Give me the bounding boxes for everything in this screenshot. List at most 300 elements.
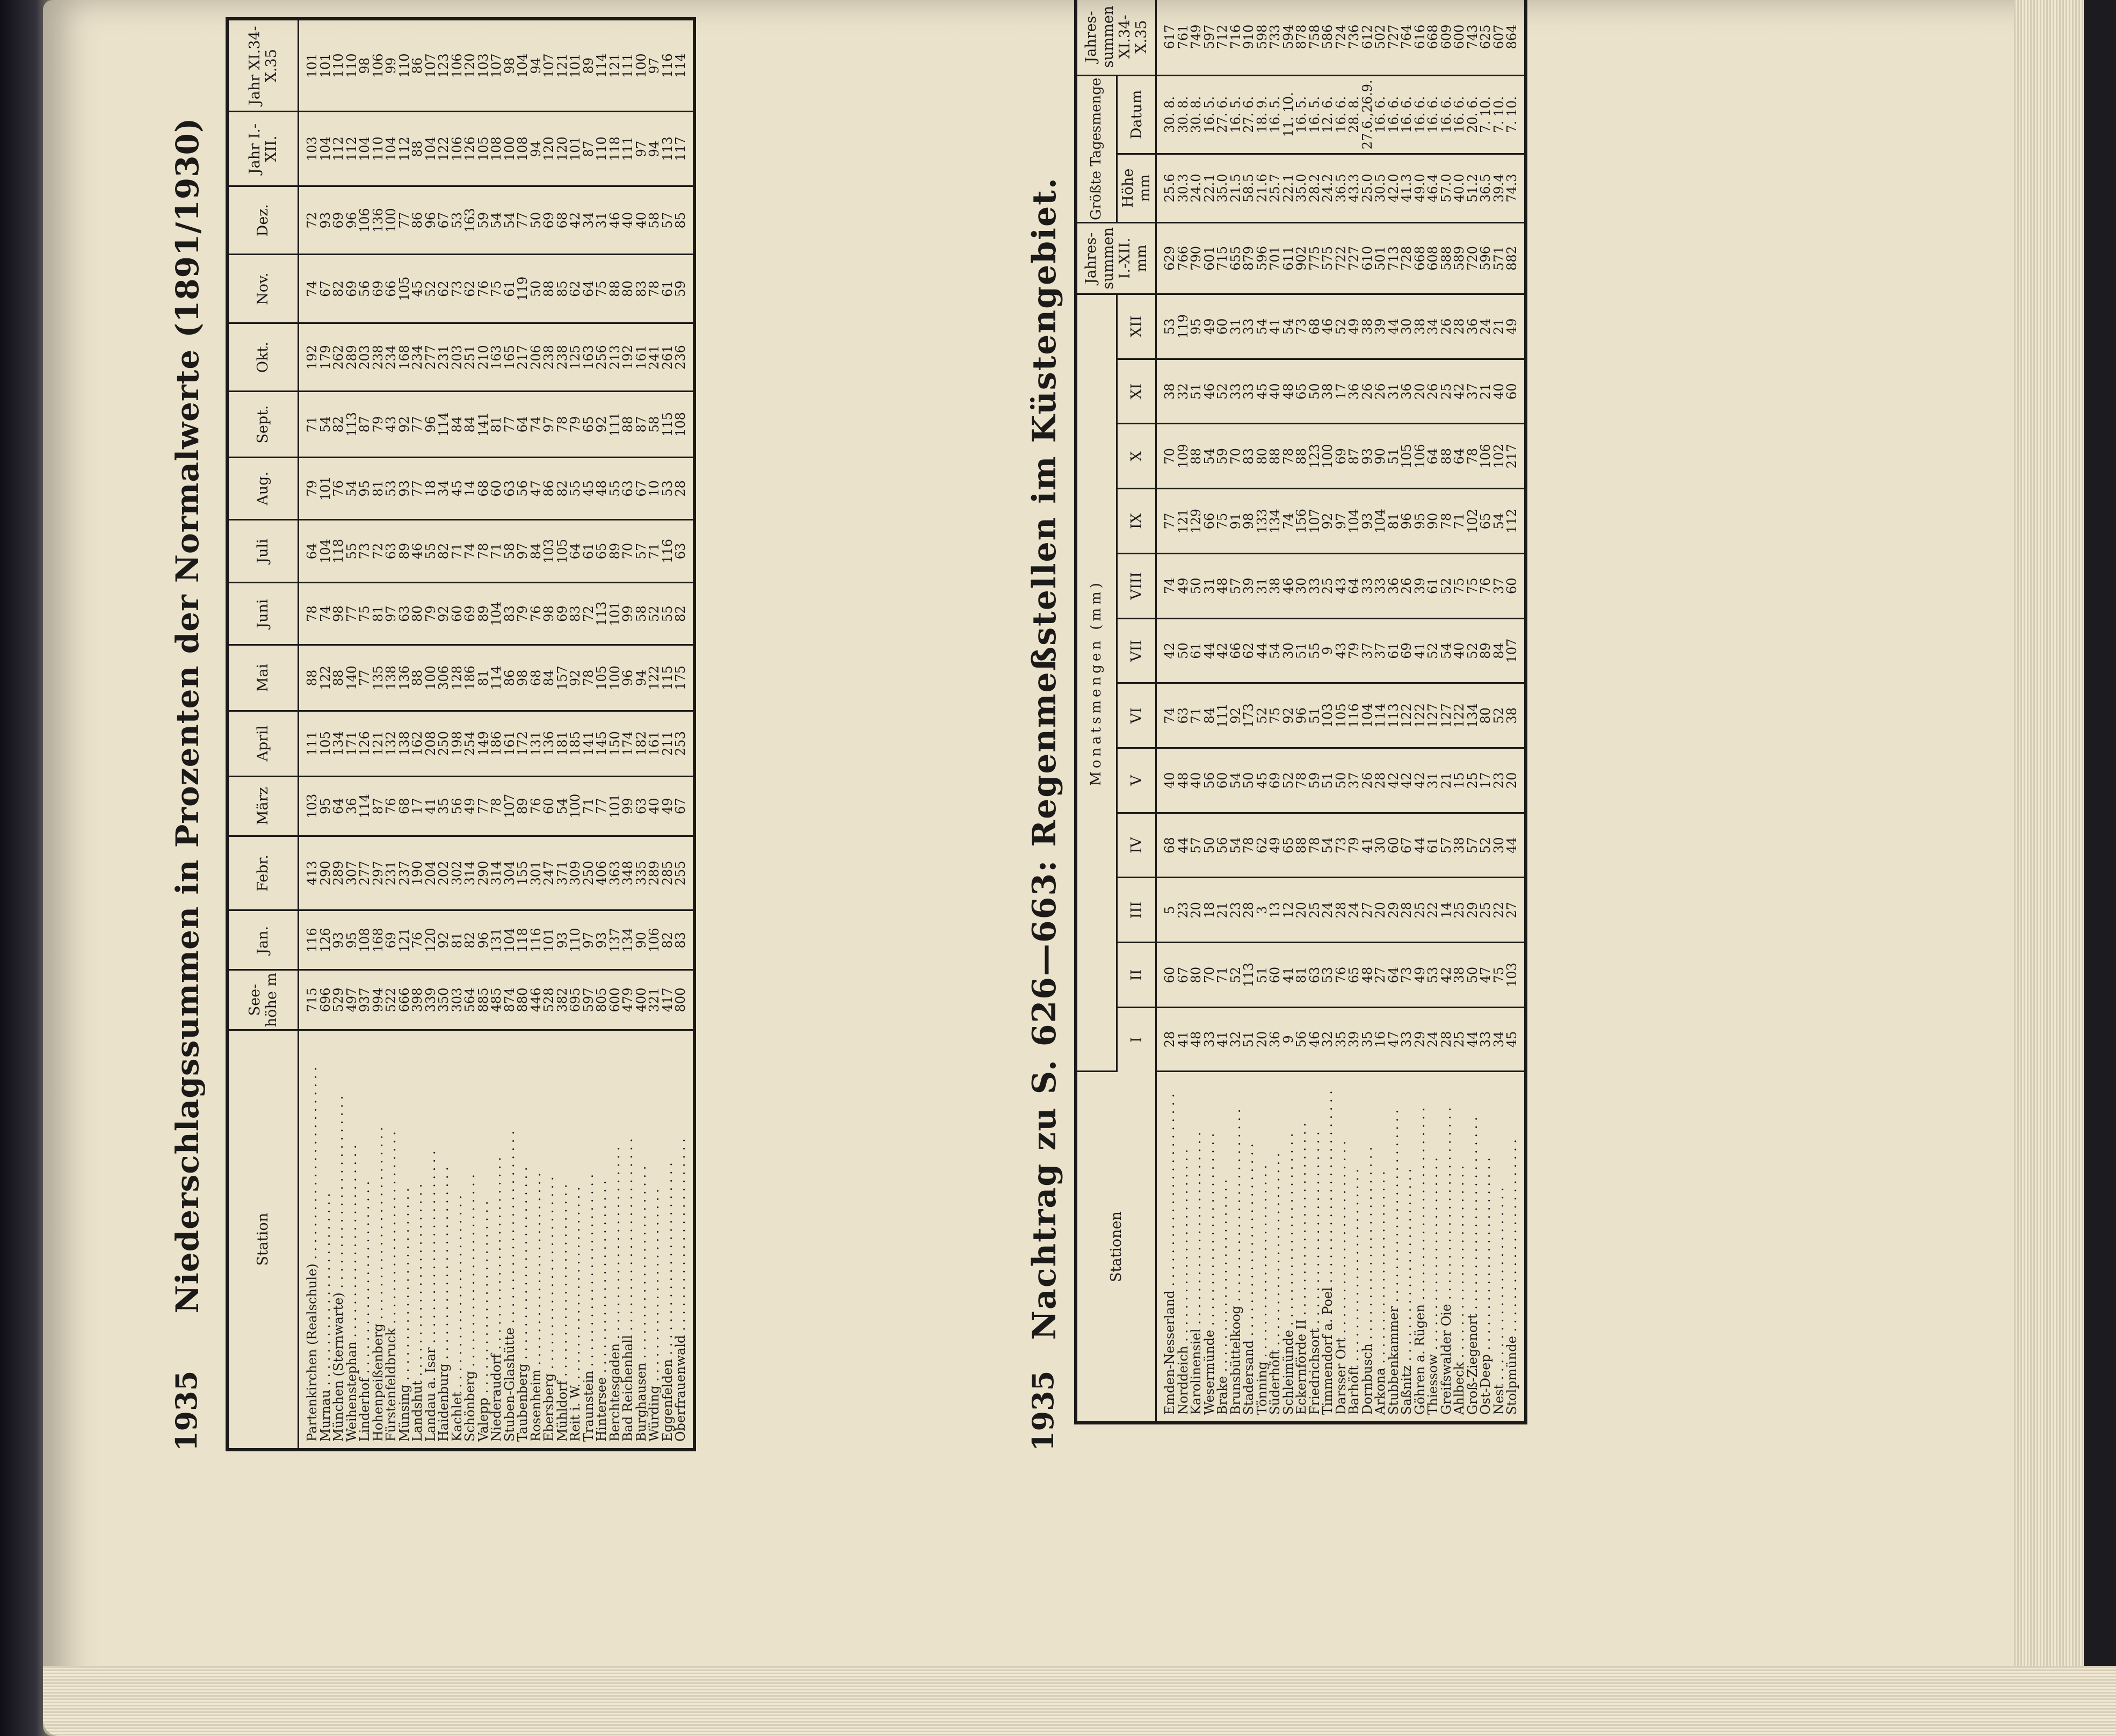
table2-header-4: IV (1117, 813, 1156, 878)
table-cell: 51 (1254, 966, 1270, 983)
table-cell: 157 (554, 666, 570, 690)
table-cell: 102 (1491, 444, 1506, 469)
table-cell: 12 (1280, 902, 1296, 918)
table-cell: 55 (568, 480, 583, 497)
table-cell: 104 (489, 601, 504, 626)
table-cell: 104 (502, 928, 517, 953)
table-cell: 60 (1504, 383, 1520, 400)
table-cell: 24 (1320, 902, 1336, 918)
table-cell: 134 (620, 928, 635, 953)
table-cell: 104 (357, 136, 372, 162)
station-name: Arkona . . . (1374, 1074, 1387, 1415)
table-cell: 120 (541, 136, 556, 162)
table2-header-9: IX (1117, 489, 1156, 554)
table-cell: 24 (1478, 318, 1494, 335)
table-cell: 629 (1162, 245, 1178, 271)
table2-header-14: Höhe mm (1117, 154, 1156, 222)
table-cell: 93 (594, 932, 609, 949)
table-cell: 65 (1478, 512, 1494, 530)
table-cell: 47 (528, 480, 544, 497)
table-cell: 100 (633, 53, 649, 78)
table-cell: 206 (528, 345, 544, 370)
table-cell: 136 (541, 731, 556, 756)
table-cell: 47 (1386, 1031, 1401, 1048)
table-cell: 22.1 (1201, 173, 1217, 202)
table-cell: 9 (1280, 1035, 1296, 1044)
table-cell: 105 (396, 276, 412, 301)
table2-header-2: II (1117, 943, 1156, 1008)
table-cell: 234 (410, 345, 425, 370)
table-cell: 172 (515, 731, 530, 756)
table-cell: 69 (370, 280, 386, 297)
table-cell: 83 (568, 605, 583, 622)
table-cell: 398 (410, 987, 425, 1012)
table-cell: 101 (317, 476, 333, 501)
table-cell: 136 (370, 208, 386, 233)
table-cell: 121 (370, 731, 386, 756)
table-cell: 65 (1346, 966, 1362, 983)
table1-column-2 (299, 910, 694, 970)
table-cell: 69 (554, 605, 570, 622)
table-cell: 82 (673, 605, 688, 622)
table-cell: 30 (1294, 577, 1309, 595)
table-cell: 26 (1438, 318, 1454, 335)
table-cell: 17 (1333, 383, 1349, 400)
table-cell: 116 (305, 928, 320, 953)
table-cell: 571 (1491, 245, 1506, 271)
table1-column-4 (299, 776, 694, 836)
table-cell: 106 (357, 208, 372, 233)
table-cell: 131 (528, 731, 544, 756)
table-cell: 63 (502, 480, 517, 497)
table-cell: 16. 6. (1333, 96, 1349, 133)
table-cell: 84 (1201, 707, 1217, 724)
table-cell: 46.4 (1425, 173, 1441, 202)
table2-column-15 (1156, 75, 1526, 154)
table-cell: 575 (1320, 245, 1336, 271)
table-cell: 217 (515, 345, 530, 370)
table-cell: 100 (1320, 444, 1336, 469)
table-cell: 598 (1254, 24, 1270, 49)
table-cell: 21.5 (1228, 173, 1243, 202)
table-cell: 78 (305, 605, 320, 622)
table-cell: 93 (331, 932, 346, 949)
table2-header-stations: Stationen (1076, 1072, 1156, 1423)
table-cell: 69 (344, 280, 359, 297)
table-cell: 20 (1412, 383, 1427, 400)
table-cell: 39 (1373, 318, 1388, 335)
table2-column-7 (1156, 618, 1526, 683)
table-cell: 597 (581, 987, 596, 1012)
table2-header-10: X (1117, 424, 1156, 489)
table-cell: 65 (1294, 383, 1309, 400)
table-cell: 79 (1346, 837, 1362, 853)
table-cell: 608 (1425, 245, 1441, 271)
table1-header-11: Okt. (227, 323, 299, 392)
table-cell: 26 (1359, 772, 1375, 789)
table-cell: 82 (331, 280, 346, 297)
table-cell: 161 (633, 345, 649, 370)
table-cell: 185 (568, 731, 583, 756)
table-cell: 88 (1189, 448, 1204, 465)
table-cell: 59 (1215, 448, 1230, 465)
table-cell: 52 (1254, 707, 1270, 724)
table-cell: 37 (1346, 772, 1362, 789)
station-name: Niederaudorf . . . (490, 1032, 503, 1442)
table-cell: 60 (489, 480, 504, 497)
table-cell: 106 (449, 136, 465, 162)
table-cell: 50 (1175, 642, 1191, 659)
table-cell: 97 (633, 140, 649, 157)
table-cell: 208 (423, 731, 438, 756)
table-cell: 84 (462, 416, 477, 433)
station-name: Brunsbüttelkoog . . . (1229, 1074, 1243, 1415)
table-cell: 94 (647, 140, 662, 157)
table-cell: 192 (305, 345, 320, 370)
table1-column-12 (299, 255, 694, 323)
table-cell: 49 (1175, 577, 1191, 595)
table-cell: 18 (1201, 902, 1217, 918)
table-cell: 121 (607, 53, 622, 78)
station-name: Barhöft . . . (1347, 1074, 1361, 1415)
table-cell: 26 (1359, 383, 1375, 400)
table-cell: 120 (423, 928, 438, 953)
table-cell: 61 (1189, 642, 1204, 659)
table-cell: 74 (305, 280, 320, 297)
table-cell: 136 (396, 666, 412, 690)
table-cell: 406 (594, 860, 609, 886)
table-cell: 20 (1254, 1031, 1270, 1048)
table-cell: 141 (581, 731, 596, 756)
table-cell: 61 (502, 280, 517, 297)
table-cell: 62 (436, 280, 451, 297)
table-cell: 95 (317, 798, 333, 814)
table-cell: 68 (1307, 318, 1322, 335)
table-cell: 44 (1175, 837, 1191, 853)
table-cell: 21.6 (1254, 173, 1270, 202)
table-cell: 73 (449, 280, 465, 297)
coastal-rain-table (1074, 0, 1527, 1424)
table-cell: 83 (673, 932, 688, 949)
table-cell: 38 (1267, 577, 1283, 595)
table-cell: 81 (489, 416, 504, 433)
table-cell: 301 (528, 860, 544, 886)
table-cell: 23 (1228, 902, 1243, 918)
table-cell: 666 (396, 987, 412, 1012)
table-cell: 96 (620, 669, 635, 686)
station-name: Greifswalder Oie . . . (1440, 1074, 1453, 1415)
table-cell: 874 (502, 987, 517, 1012)
table2-column-4 (1156, 813, 1526, 878)
table-cell: 36.5 (1478, 173, 1494, 202)
table-cell: 22 (1425, 902, 1441, 918)
table-cell: 37 (1465, 383, 1480, 400)
station-name: Stubbenkammer . . . (1387, 1074, 1401, 1415)
table-cell: 46 (1320, 318, 1336, 335)
table-cell: 53 (1425, 966, 1441, 983)
table-cell: 16. 5. (1228, 96, 1243, 133)
station-name: Oberfrauenwald . . . (674, 1032, 687, 1442)
table-cell: 65 (581, 416, 596, 433)
table-cell: 371 (554, 860, 570, 886)
table-cell: 36 (1399, 383, 1415, 400)
table-cell: 120 (462, 53, 477, 78)
table-cell: 51 (1294, 642, 1309, 659)
station-name: Ahlbeck . . . (1453, 1074, 1466, 1415)
table-cell: 16. 6. (1399, 96, 1415, 133)
table-cell: 173 (1241, 703, 1257, 728)
table-cell: 28.2 (1307, 173, 1322, 202)
table-cell: 78 (1294, 772, 1309, 789)
table2-column-6 (1156, 683, 1526, 748)
table-cell: 39 (1241, 577, 1257, 595)
station-name: Burghausen . . . (635, 1032, 648, 1442)
table-cell: 98 (1241, 512, 1257, 530)
table-cell: 59 (1307, 772, 1322, 789)
table-cell: 97 (581, 932, 596, 949)
table-cell: 75 (1465, 577, 1480, 595)
table-cell: 42 (1452, 383, 1467, 400)
table-cell: 141 (475, 412, 491, 437)
table-cell: 88 (331, 669, 346, 686)
table-cell: 100 (607, 666, 622, 690)
table-cell: 46 (1307, 1031, 1322, 1048)
table-cell: 122 (1399, 703, 1415, 728)
table-cell: 20 (1373, 902, 1388, 918)
table-cell: 79 (515, 605, 530, 622)
table-cell: 594 (1280, 24, 1296, 49)
table-cell: 413 (305, 860, 320, 886)
table-cell: 115 (660, 666, 675, 690)
table-cell: 715 (305, 987, 320, 1012)
table-cell: 60 (1386, 837, 1401, 853)
table-cell: 106 (1478, 444, 1494, 469)
table-cell: 69 (383, 932, 398, 949)
table-cell: 479 (620, 987, 635, 1012)
table-cell: 33 (1241, 318, 1257, 335)
table-cell: 62 (1241, 642, 1257, 659)
table-cell: 69 (1333, 448, 1349, 465)
table-cell: 72 (581, 605, 596, 622)
table-cell: 27 (1359, 902, 1375, 918)
station-name: Süderhöft . . . (1269, 1074, 1282, 1415)
table-cell: 12. 6. (1320, 96, 1336, 133)
table-cell: 57 (1438, 837, 1454, 853)
table-cell: 234 (383, 345, 398, 370)
table-cell: 64 (568, 542, 583, 560)
table-cell: 18. 9. (1254, 96, 1270, 133)
table-cell: 290 (317, 860, 333, 886)
table-cell: 88 (1438, 448, 1454, 465)
table-cell: 90 (1425, 512, 1441, 530)
table-cell: 25 (1438, 383, 1454, 400)
table-cell: 237 (396, 860, 412, 886)
table-cell: 100 (502, 136, 517, 162)
table-cell: 73 (1294, 318, 1309, 335)
table-cell: 16. 6. (1412, 96, 1427, 133)
table-cell: 114 (357, 793, 372, 819)
table-cell: 131 (489, 928, 504, 953)
table-cell: 98 (515, 669, 530, 686)
table-cell: 111 (620, 53, 635, 78)
table-cell: 174 (620, 731, 635, 756)
table-cell: 49 (1412, 966, 1427, 983)
table-cell: 716 (1228, 24, 1243, 49)
table-cell: 253 (673, 731, 688, 756)
station-name: Fürstenfeldbruck . . . (385, 1032, 398, 1442)
table-cell: 32 (1320, 1031, 1336, 1048)
table-cell: 81 (1294, 966, 1309, 983)
table-cell: 41 (1359, 837, 1375, 853)
table2-column-3 (1156, 878, 1526, 943)
table-cell: 65 (1280, 837, 1296, 853)
table-cell: 119 (515, 276, 530, 301)
table-cell: 104 (1346, 509, 1362, 533)
table-cell: 42 (568, 212, 583, 229)
table-cell: 99 (620, 798, 635, 814)
table-cell: 106 (449, 53, 465, 78)
table-cell: 112 (344, 136, 359, 162)
table-cell: 54 (1438, 642, 1454, 659)
table-cell: 33 (1478, 1031, 1494, 1048)
table-cell: 22.1 (1280, 173, 1296, 202)
table-cell: 106 (647, 928, 662, 953)
table-cell: 111 (620, 136, 635, 162)
table-cell: 74 (317, 605, 333, 622)
table-cell: 64 (515, 416, 530, 433)
table-cell: 40 (1189, 772, 1204, 789)
station-name: Partenkirchen (Realschule) . . . (306, 1032, 319, 1442)
station-name: Ebersberg . . . (542, 1032, 556, 1442)
table-cell: 937 (357, 987, 372, 1012)
table-cell: 182 (633, 731, 649, 756)
table-cell: 122 (436, 136, 451, 162)
table-cell: 23 (1491, 772, 1506, 789)
table-cell: 7. 10. (1504, 96, 1520, 133)
table-cell: 588 (1438, 245, 1454, 271)
table-cell: 138 (396, 731, 412, 756)
table-cell: 33 (1373, 577, 1388, 595)
table-cell: 107 (1504, 638, 1520, 663)
table-cell: 250 (436, 731, 451, 756)
table2-header-yearsum-hydro: Jahres-summen XI.34-X.35 (1076, 0, 1156, 75)
table-cell: 54 (344, 480, 359, 497)
table-cell: 50 (1465, 966, 1480, 983)
table-cell: 45 (1254, 772, 1270, 789)
table1-column-9 (299, 457, 694, 520)
table-cell: 33 (1241, 383, 1257, 400)
table-cell: 16 (1373, 1031, 1388, 1048)
table-cell: 114 (489, 666, 504, 690)
table-cell: 31 (1201, 577, 1217, 595)
table-cell: 74 (462, 542, 477, 560)
table-cell: 57.0 (1438, 173, 1454, 202)
table1-header-15: Jahr XI.34-X.35 (227, 19, 299, 112)
table1-column-3 (299, 836, 694, 910)
table-cell: 120 (554, 136, 570, 162)
table-cell: 39 (1412, 577, 1427, 595)
table-cell: 28 (1452, 318, 1467, 335)
table-cell: 65 (594, 542, 609, 560)
table-cell: 114 (594, 53, 609, 78)
table-cell: 609 (1438, 24, 1454, 49)
table-cell: 44 (1465, 1031, 1480, 1048)
table-cell: 68 (1162, 837, 1178, 853)
table-cell: 60 (1215, 318, 1230, 335)
table-cell: 29 (1465, 902, 1480, 918)
table1-header-13: Dez. (227, 186, 299, 255)
table-cell: 715 (1215, 245, 1230, 271)
table-cell: 262 (331, 345, 346, 370)
table-cell: 77 (1162, 512, 1178, 530)
table-cell: 882 (1504, 245, 1520, 271)
table-cell: 81 (1386, 512, 1401, 530)
table1-header-9: Aug. (227, 457, 299, 520)
table-cell: 617 (1162, 24, 1178, 49)
table-cell: 80 (1478, 707, 1494, 724)
table-cell: 89 (607, 542, 622, 560)
table-cell: 81 (370, 480, 386, 497)
table1-column-6 (299, 645, 694, 711)
table-cell: 44 (1201, 642, 1217, 659)
year-label-bottom: 1935 (1026, 1370, 1060, 1451)
table-cell: 54 (1228, 772, 1243, 789)
table-cell: 790 (1189, 245, 1204, 271)
table-cell: 64 (331, 798, 346, 814)
table-cell: 87 (633, 416, 649, 433)
table-cell: 97 (647, 57, 662, 74)
table-cell: 53 (1162, 318, 1178, 335)
station-name: Norddeich . . . (1177, 1074, 1190, 1415)
table-cell: 95 (1412, 512, 1427, 530)
table-cell: 231 (383, 860, 398, 886)
table-cell: 36 (1267, 1031, 1283, 1048)
table-cell: 48 (594, 480, 609, 497)
table-cell: 101 (541, 928, 556, 953)
table-cell: 24 (1425, 1031, 1441, 1048)
table-cell: 101 (607, 601, 622, 626)
table-cell: 84 (449, 416, 465, 433)
table-cell: 43 (1333, 642, 1349, 659)
table-cell: 52 (1425, 642, 1441, 659)
table-cell: 600 (1452, 24, 1467, 49)
table-cell: 307 (344, 860, 359, 886)
table-cell: 56 (1294, 1031, 1309, 1048)
table-cell: 103 (1320, 703, 1336, 728)
table2-group-row (1076, 0, 1117, 1423)
table-cell: 83 (633, 280, 649, 297)
station-name: Weihenstephan . . . (345, 1032, 359, 1442)
table2-body (1156, 0, 1526, 1423)
table-cell: 129 (1189, 509, 1204, 533)
table-cell: 60 (1504, 577, 1520, 595)
table1-header-2: Jan. (227, 910, 299, 970)
table-cell: 78 (489, 798, 504, 814)
table-cell: 96 (1294, 707, 1309, 724)
table-cell: 82 (554, 480, 570, 497)
table-cell: 75 (357, 605, 372, 622)
station-name: Landau a. Isar . . . (424, 1032, 438, 1442)
table-cell: 668 (1412, 245, 1427, 271)
table-cell: 165 (502, 345, 517, 370)
table-cell: 83 (1241, 448, 1257, 465)
table-cell: 27. 6. (1215, 96, 1230, 133)
table-cell: 88 (607, 280, 622, 297)
table1-column-14 (299, 112, 694, 186)
table-cell: 35 (1333, 1031, 1349, 1048)
table-cell: 27 (1504, 902, 1520, 918)
table-cell: 596 (1478, 245, 1494, 271)
